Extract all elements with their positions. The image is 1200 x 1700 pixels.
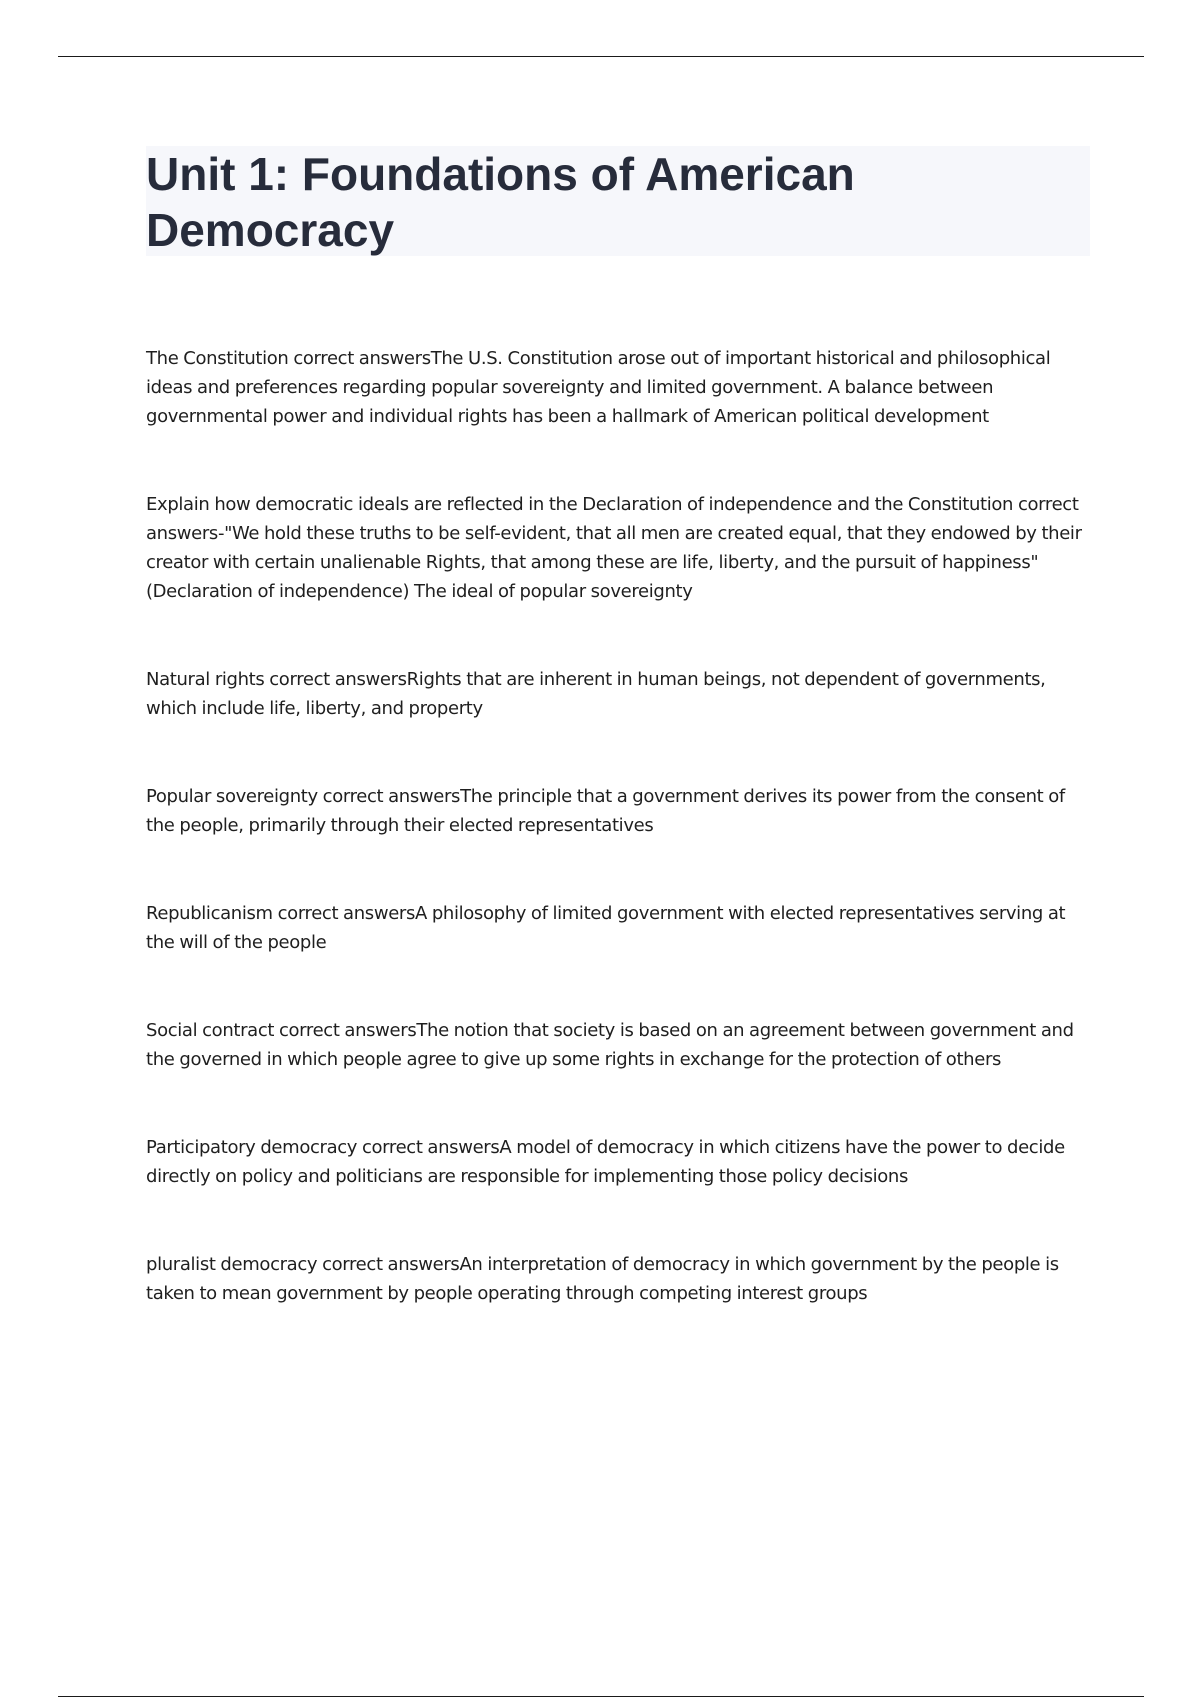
flashcard-entry: Participatory democracy correct answersA model of democracy in which citizens have the power to decide directly on policy and politicians are responsible for implementing those policy decisions: [146, 1137, 1065, 1187]
title-block: [146, 146, 1090, 256]
bottom-rule: [58, 1696, 1144, 1697]
flashcard-entry: Social contract correct answersThe notion that society is based on an agreement between government and the governed in which people agree to give up some rights in exchange for the protection of others: [146, 1020, 1074, 1070]
flashcard-entry: pluralist democracy correct answersAn interpretation of democracy in which government by the people is taken to mean government by people operating through competing interest groups: [146, 1254, 1059, 1304]
flashcard-list: [146, 344, 1090, 1367]
flashcard-entry: Popular sovereignty correct answersThe principle that a government derives its power from the consent of the people, primarily through their elected representatives: [146, 786, 1065, 836]
page-title: Unit 1: Foundations of American Democracy: [146, 148, 855, 256]
flashcard-entry: The Constitution correct answersThe U.S. Constitution arose out of important historical and philosophical ideas and preferences regarding popular sovereignty and limited government. A balance between governmental power and individual rights has been a hallmark of American political development: [146, 348, 1051, 427]
top-rule: [58, 56, 1144, 57]
flashcard-entry: Natural rights correct answersRights that are inherent in human beings, not dependent of governments, which include life, liberty, and property: [146, 669, 1046, 719]
flashcard-entry: Explain how democratic ideals are reflected in the Declaration of independence and the Constitution correct answers-"We hold these truths to be self-evident, that all men are created equal, that they endowed by their creator with certain unalienable Rights, that among these are life, liberty, and the pursuit of happiness" (Declaration of independence) The ideal of popular sovereignty: [146, 494, 1082, 602]
flashcard-entry: Republicanism correct answersA philosophy of limited government with elected representatives serving at the will of the people: [146, 903, 1066, 953]
